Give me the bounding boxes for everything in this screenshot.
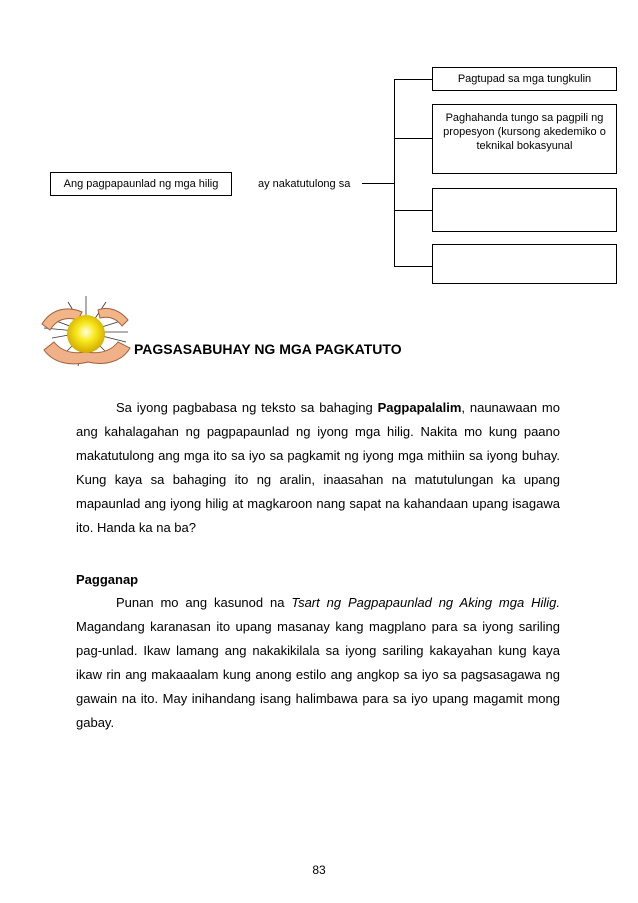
pagganap-text-start: Punan mo ang kasunod na: [116, 595, 292, 610]
bracket-branch-3: [394, 210, 432, 211]
bracket-branch-2: [394, 138, 432, 139]
section-title: PAGSASABUHAY NG MGA PAGKATUTO: [134, 341, 402, 357]
intro-text-start: Sa iyong pagbabasa ng teksto sa bahaging: [116, 400, 378, 415]
intro-text-end: , naunawaan mo ang kahalagahan ng pagpapaunlad ng iyong mga hilig. Nakita mo kung paano makatutulong ang mga ito sa iyo sa pagkamit ng iyong mga mithiin sa iyong buhay. Kung kaya sa bahaging ito ng aralin, inaasahan na matutulungan ka upang mapaunlad ang iyong hilig at magkaroon nang sapat na kahandaan upang isagawa ito. Handa ka na ba?: [76, 400, 560, 535]
pagganap-italic-title: Tsart ng Pagpapaunlad ng Aking mga Hilig.: [291, 595, 560, 610]
diagram-right-label-1: Pagtupad sa mga tungkulin: [457, 73, 592, 85]
connector-line: [362, 183, 394, 184]
diagram-right-box-3: [432, 188, 617, 232]
bracket-vertical-line: [394, 79, 395, 267]
bracket-branch-1: [394, 79, 432, 80]
diagram-connector-label: ay nakatutulong sa: [258, 178, 351, 190]
page-number: 83: [312, 863, 326, 877]
diagram-right-box-1: [432, 67, 617, 91]
intro-bold-term: Pagpapalalim: [377, 400, 462, 415]
pagganap-heading: Pagganap: [76, 572, 139, 587]
bracket-branch-4: [394, 266, 432, 267]
diagram-right-label-2: Paghahanda tungo sa pagpili ng propesyon (kursong akedemiko o teknikal bokasyunal: [443, 112, 606, 152]
intro-paragraph: [76, 396, 560, 540]
pagganap-paragraph: [76, 591, 560, 735]
diagram-right-box-2: [432, 104, 617, 174]
pagganap-text-end: Magandang karanasan ito upang masanay kang magplano para sa iyong sariling pag-unlad. Ikaw lamang ang nakakikilala sa iyong sariling kakayahan kung kaya ikaw rin ang makaaalam kung anong estilo ang angkop sa iyo sa pagsasagawa ng gawain na ito. May inihandang isang halimbawa para sa iyo upang magamit mong gabay.: [76, 619, 560, 730]
diagram-left-box: [50, 172, 232, 196]
diagram-right-box-4: [432, 244, 617, 284]
hands-holding-glowing-ball-icon: [38, 290, 134, 370]
diagram-left-label: Ang pagpapaunlad ng mga hilig: [63, 178, 219, 190]
